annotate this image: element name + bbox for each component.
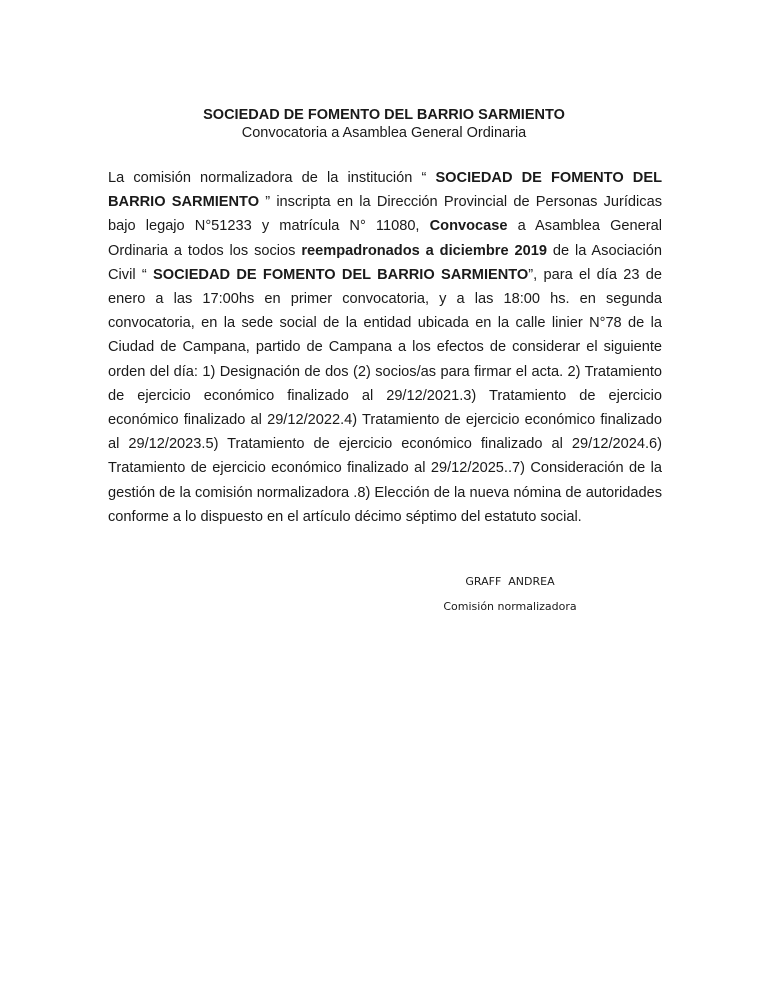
text-segment: ”, para el día 23 de enero a las 17:00hs en primer convocatoria, y a las 18:00 hs. en segunda convocatoria, en la sede social de la entidad ubicada en la calle linier N°78 de la Ciudad de Campana, partido de Campana a los efectos de considerar el siguiente orden del día: 1) Designación de dos (2) socios/as para firmar el acta. 2) Tratamiento de ejercicio económico finalizado al 29/12/2021.3) Tratamiento de ejercicio económico finalizado al 29/12/2022.4) Tratamiento de ejercicio económico finalizado al 29/12/2023.5) Tratamiento de ejercicio económico finalizado al 29/12/2024.6) Tratamiento de ejercicio económico finalizado al 29/12/2025..7) Consideración de la gestión de la comisión normalizadora .8) Elección de la nueva nómina de autoridades conforme a lo dispuesto en el artículo décimo séptimo del estatuto social. [108,266,662,525]
document-header [0,106,768,142]
text-segment: de la Asociación Civil “ [108,242,663,283]
document-title: SOCIEDAD DE FOMENTO DEL BARRIO SARMIENTO [203,107,565,123]
convocase-keyword: Convocase [429,218,508,235]
text-segment: a Asamblea General Ordinaria a todos los socios [108,218,662,259]
document-subtitle: Convocatoria a Asamblea General Ordinaria [241,125,527,141]
text-segment: La comisión normalizadora de la institución “ [108,170,436,186]
signatory-role: Comisión normalizadora [443,600,577,613]
text-segment: ” inscripta en la Dirección Provincial de Personas Jurídicas bajo legajo N°51233 y matrícula N° 11080, [108,194,662,235]
signatory-name: GRAFF ANDREA [465,575,555,588]
members-qualifier: reempadronados a diciembre 2019 [301,242,547,259]
convocation-paragraph [108,166,662,529]
institution-name: SOCIEDAD DE FOMENTO DEL BARRIO SARMIENTO [108,170,662,211]
institution-name: SOCIEDAD DE FOMENTO DEL BARRIO SARMIENTO [153,266,529,283]
